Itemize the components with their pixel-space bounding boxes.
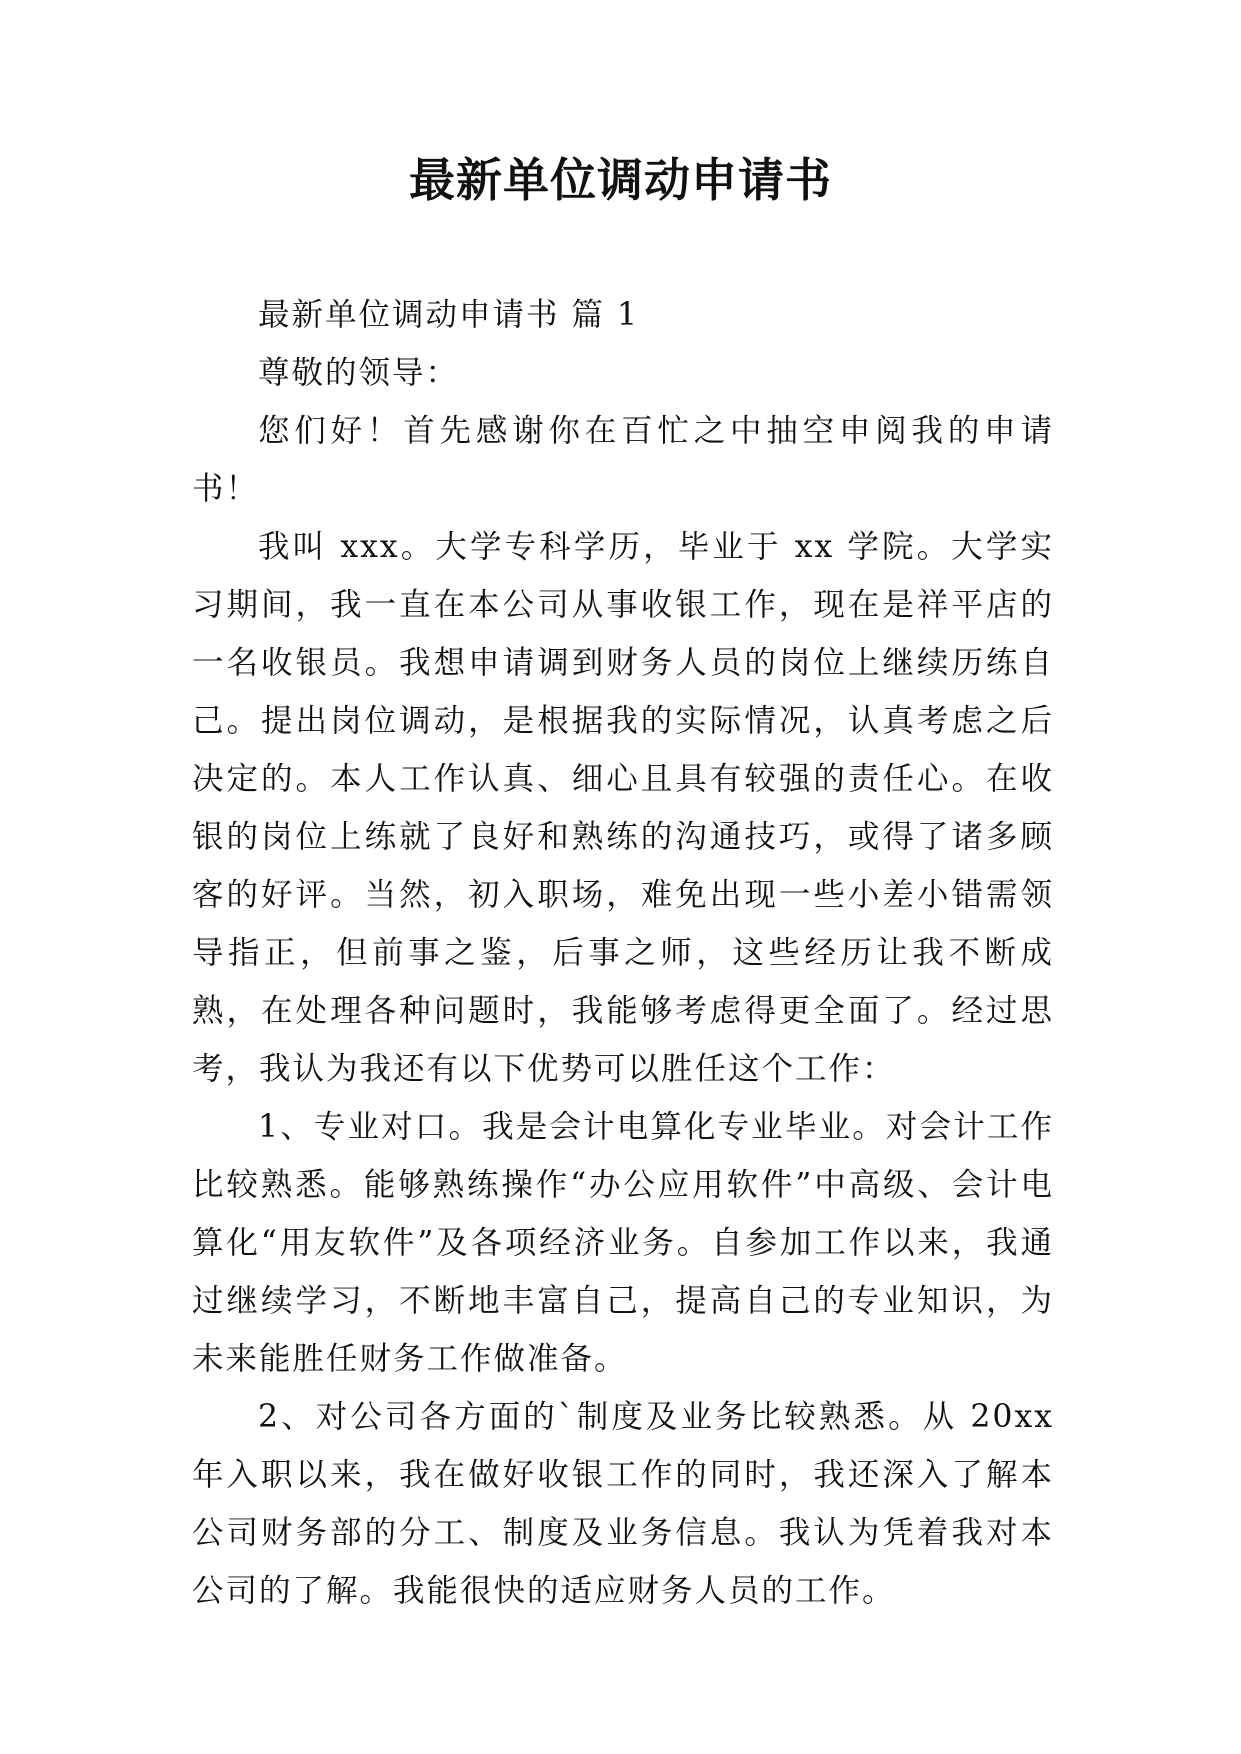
section-heading: 最新单位调动申请书 篇 1 [258, 297, 640, 333]
greeting-paragraph: 您们好！首先感谢你在百忙之中抽空申阅我的申请书！ [192, 413, 1054, 507]
advantage-paragraph-2: 2、对公司各方面的`制度及业务比较熟悉。从 20xx 年入职以来，我在做好收银工作的同时，我还深入了解本公司财务部的分工、制度及业务信息。我认为凭着我对本公司的了解。我能很快的适应财务人员的工作。 [192, 1399, 1054, 1609]
document-title: 最新单位调动申请书 [409, 153, 832, 207]
document-body [192, 286, 1054, 1620]
introduction-paragraph: 我叫 xxx。大学专科学历，毕业于 xx 学院。大学实习期间，我一直在本公司从事收银工作，现在是祥平店的一名收银员。我想申请调到财务人员的岗位上继续历练自己。提出岗位调动，是根据我的实际情况，认真考虑之后决定的。本人工作认真、细心且具有较强的责任心。在收银的岗位上练就了良好和熟练的沟通技巧，或得了诸多顾客的好评。当然，初入职场，难免出现一些小差小错需领导指正，但前事之鉴，后事之师，这些经历让我不断成熟，在处理各种问题时，我能够考虑得更全面了。经过思考，我认为我还有以下优势可以胜任这个工作： [192, 529, 1054, 1087]
salutation: 尊敬的领导： [258, 355, 460, 391]
advantage-paragraph-1: 1、专业对口。我是会计电算化专业毕业。对会计工作比较熟悉。能够熟练操作“办公应用软件”中高级、会计电算化“用友软件”及各项经济业务。自参加工作以来，我通过继续学习，不断地丰富自己，提高自己的专业知识，为未来能胜任财务工作做准备。 [192, 1109, 1054, 1377]
